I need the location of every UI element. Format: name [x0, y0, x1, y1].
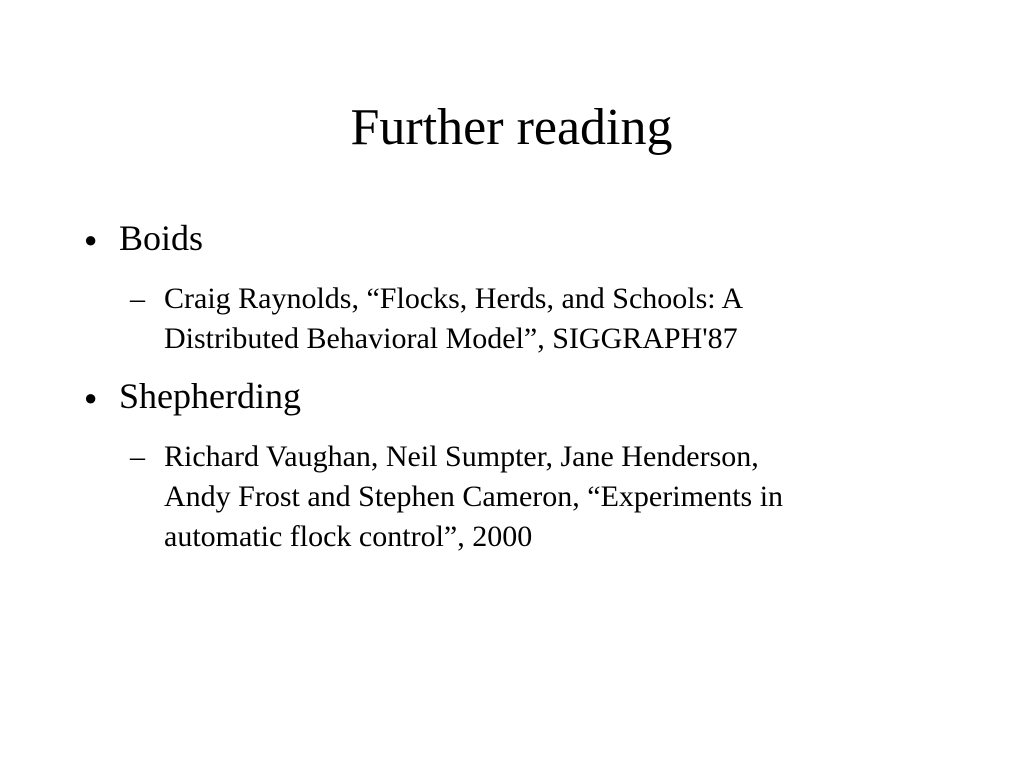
reference-line: Distributed Behavioral Model”, SIGGRAPH'87 — [164, 322, 738, 355]
reference-line: Richard Vaughan, Neil Sumpter, Jane Henderson, — [164, 440, 759, 473]
reference-line: Andy Frost and Stephen Cameron, “Experiments in — [164, 480, 784, 513]
dash-icon: – — [130, 282, 145, 315]
reference-text — [164, 279, 944, 359]
bullet-icon: ● — [84, 385, 98, 410]
bullet-label: Boids — [119, 218, 204, 258]
bullet-label: Shepherding — [119, 376, 301, 416]
reference-line: Craig Raynolds, “Flocks, Herds, and Schools: A — [164, 282, 744, 315]
bullet-icon: ● — [84, 227, 98, 252]
reference-line: automatic flock control”, 2000 — [164, 520, 533, 553]
dash-icon: – — [130, 440, 145, 473]
reference-text — [164, 437, 944, 557]
slide-title: Further reading — [350, 99, 673, 156]
